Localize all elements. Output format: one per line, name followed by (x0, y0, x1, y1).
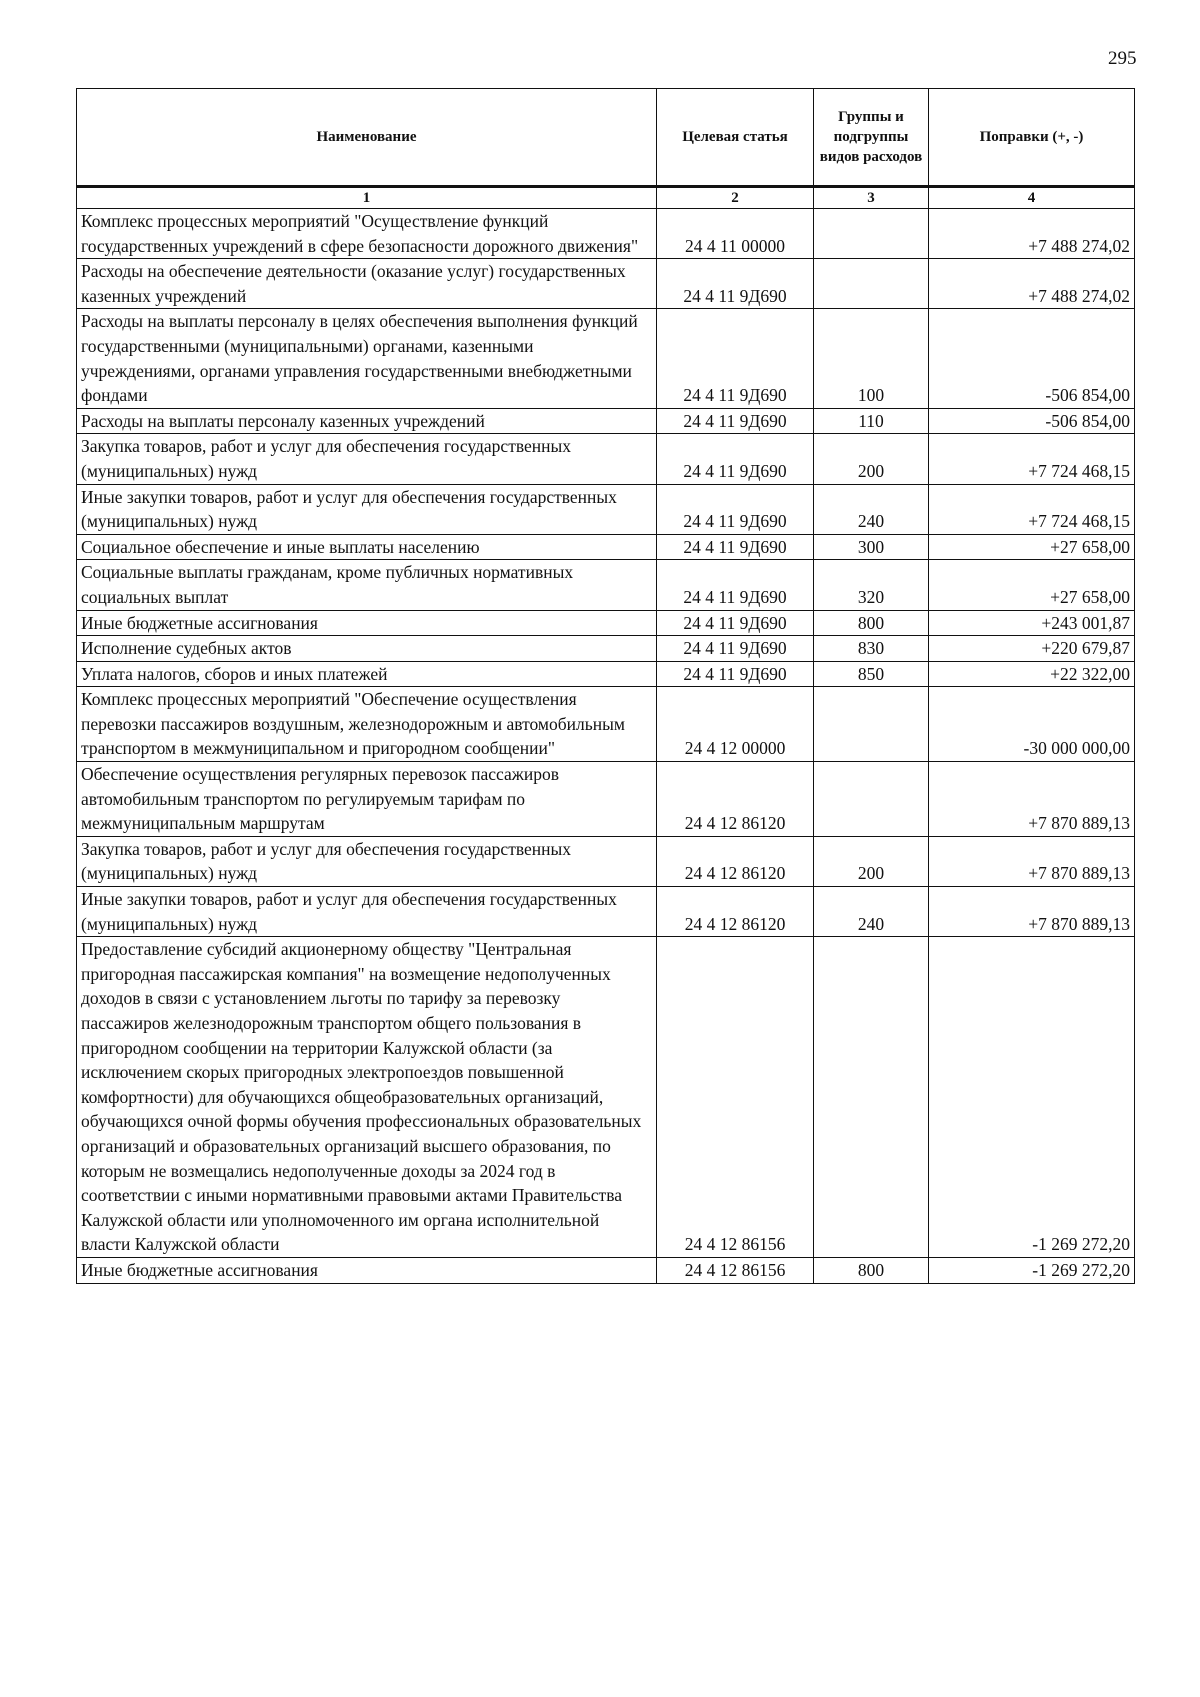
row-amendment-amount: +243 001,87 (929, 610, 1135, 636)
column-number: 4 (929, 187, 1135, 209)
column-number: 3 (814, 187, 929, 209)
table-row (77, 434, 1135, 484)
row-amendment-amount: +7 870 889,13 (929, 887, 1135, 937)
table-row (77, 836, 1135, 886)
column-number-row (77, 187, 1135, 209)
row-target-article: 24 4 11 9Д690 (657, 636, 814, 662)
row-expense-group (814, 259, 929, 309)
row-name: Расходы на обеспечение деятельности (оказание услуг) государственных казенных учреждений (77, 259, 657, 309)
budget-amendments-table (76, 88, 1135, 1284)
row-amendment-amount: +220 679,87 (929, 636, 1135, 662)
row-amendment-amount: +7 870 889,13 (929, 762, 1135, 837)
row-expense-group: 200 (814, 836, 929, 886)
row-target-article: 24 4 11 00000 (657, 209, 814, 259)
row-name: Социальное обеспечение и иные выплаты населению (77, 534, 657, 560)
row-target-article: 24 4 12 86120 (657, 836, 814, 886)
row-target-article: 24 4 12 86156 (657, 937, 814, 1258)
row-target-article: 24 4 12 86120 (657, 887, 814, 937)
table-row (77, 636, 1135, 662)
row-target-article: 24 4 11 9Д690 (657, 661, 814, 687)
row-amendment-amount: +22 322,00 (929, 661, 1135, 687)
row-target-article: 24 4 11 9Д690 (657, 259, 814, 309)
table-row (77, 661, 1135, 687)
row-amendment-amount: -506 854,00 (929, 309, 1135, 408)
row-name: Иные закупки товаров, работ и услуг для обеспечения государственных (муниципальных) нужд (77, 887, 657, 937)
column-number: 2 (657, 187, 814, 209)
table-row (77, 560, 1135, 610)
row-amendment-amount: -506 854,00 (929, 408, 1135, 434)
row-expense-group: 110 (814, 408, 929, 434)
row-expense-group: 100 (814, 309, 929, 408)
row-expense-group (814, 209, 929, 259)
row-expense-group: 830 (814, 636, 929, 662)
row-amendment-amount: +7 488 274,02 (929, 209, 1135, 259)
row-target-article: 24 4 11 9Д690 (657, 309, 814, 408)
row-target-article: 24 4 11 9Д690 (657, 610, 814, 636)
row-expense-group: 300 (814, 534, 929, 560)
table-row (77, 687, 1135, 762)
row-name: Комплекс процессных мероприятий "Обеспечение осуществления перевозки пассажиров воздушным, железнодорожным и автомобильным транспортом в межмуниципальном и пригородном сообщении" (77, 687, 657, 762)
row-name: Иные бюджетные ассигнования (77, 1257, 657, 1283)
row-expense-group: 200 (814, 434, 929, 484)
row-target-article: 24 4 12 86120 (657, 762, 814, 837)
table-row (77, 937, 1135, 1258)
header-amendment: Поправки (+, -) (929, 89, 1135, 187)
page-number: 295 (1108, 48, 1137, 69)
row-target-article: 24 4 11 9Д690 (657, 484, 814, 534)
table-row (77, 259, 1135, 309)
table-row (77, 1257, 1135, 1283)
row-amendment-amount: -1 269 272,20 (929, 1257, 1135, 1283)
row-name: Исполнение судебных актов (77, 636, 657, 662)
row-target-article: 24 4 11 9Д690 (657, 434, 814, 484)
table-row (77, 762, 1135, 837)
row-name: Иные закупки товаров, работ и услуг для обеспечения государственных (муниципальных) нужд (77, 484, 657, 534)
row-name: Расходы на выплаты персоналу в целях обеспечения выполнения функций государственными (муниципальными) органами, казенными учреждениями, органами управления государственными внебюджетными фондами (77, 309, 657, 408)
table-row (77, 534, 1135, 560)
column-number: 1 (77, 187, 657, 209)
row-expense-group: 240 (814, 484, 929, 534)
row-amendment-amount: +7 724 468,15 (929, 484, 1135, 534)
row-name: Уплата налогов, сборов и иных платежей (77, 661, 657, 687)
table-row (77, 309, 1135, 408)
row-name: Закупка товаров, работ и услуг для обеспечения государственных (муниципальных) нужд (77, 836, 657, 886)
row-expense-group (814, 687, 929, 762)
row-amendment-amount: +27 658,00 (929, 560, 1135, 610)
table-header-row (77, 89, 1135, 187)
row-expense-group: 320 (814, 560, 929, 610)
table-row (77, 887, 1135, 937)
row-expense-group: 800 (814, 610, 929, 636)
row-amendment-amount: +27 658,00 (929, 534, 1135, 560)
row-expense-group: 850 (814, 661, 929, 687)
table-body (77, 209, 1135, 1284)
row-name: Обеспечение осуществления регулярных перевозок пассажиров автомобильным транспортом по регулируемым тарифам по межмуниципальным маршрутам (77, 762, 657, 837)
table-row (77, 209, 1135, 259)
row-target-article: 24 4 11 9Д690 (657, 534, 814, 560)
header-target-article: Целевая статья (657, 89, 814, 187)
row-name: Комплекс процессных мероприятий "Осуществление функций государственных учреждений в сфере безопасности дорожного движения" (77, 209, 657, 259)
row-expense-group: 240 (814, 887, 929, 937)
row-target-article: 24 4 11 9Д690 (657, 560, 814, 610)
row-name: Закупка товаров, работ и услуг для обеспечения государственных (муниципальных) нужд (77, 434, 657, 484)
row-name: Социальные выплаты гражданам, кроме публичных нормативных социальных выплат (77, 560, 657, 610)
row-expense-group: 800 (814, 1257, 929, 1283)
row-target-article: 24 4 12 00000 (657, 687, 814, 762)
header-name: Наименование (77, 89, 657, 187)
row-expense-group (814, 762, 929, 837)
row-amendment-amount: -30 000 000,00 (929, 687, 1135, 762)
table-row (77, 484, 1135, 534)
row-target-article: 24 4 11 9Д690 (657, 408, 814, 434)
row-amendment-amount: +7 488 274,02 (929, 259, 1135, 309)
table-row (77, 408, 1135, 434)
row-name: Предоставление субсидий акционерному обществу "Центральная пригородная пассажирская компания" на возмещение недополученных доходов в связи с установлением льготы по тарифу за перевозку пассажиров железнодорожным транспортом общего пользования в пригородном сообщении на территории Калужской области (за исключением скорых пригородных электропоездов повышенной комфортности) для обучающихся общеобразовательных организаций, обучающихся очной формы обучения профессиональных образовательных организаций и образовательных организаций высшего образования, по которым не возмещались недополученные доходы за 2024 год в соответствии с иными нормативными правовыми актами Правительства Калужской области или уполномоченного им органа исполнительной власти Калужской области (77, 937, 657, 1258)
row-expense-group (814, 937, 929, 1258)
header-expense-group: Группы и подгруппы видов расходов (814, 89, 929, 187)
row-amendment-amount: +7 870 889,13 (929, 836, 1135, 886)
table-row (77, 610, 1135, 636)
row-amendment-amount: -1 269 272,20 (929, 937, 1135, 1258)
row-target-article: 24 4 12 86156 (657, 1257, 814, 1283)
row-amendment-amount: +7 724 468,15 (929, 434, 1135, 484)
row-name: Иные бюджетные ассигнования (77, 610, 657, 636)
row-name: Расходы на выплаты персоналу казенных учреждений (77, 408, 657, 434)
